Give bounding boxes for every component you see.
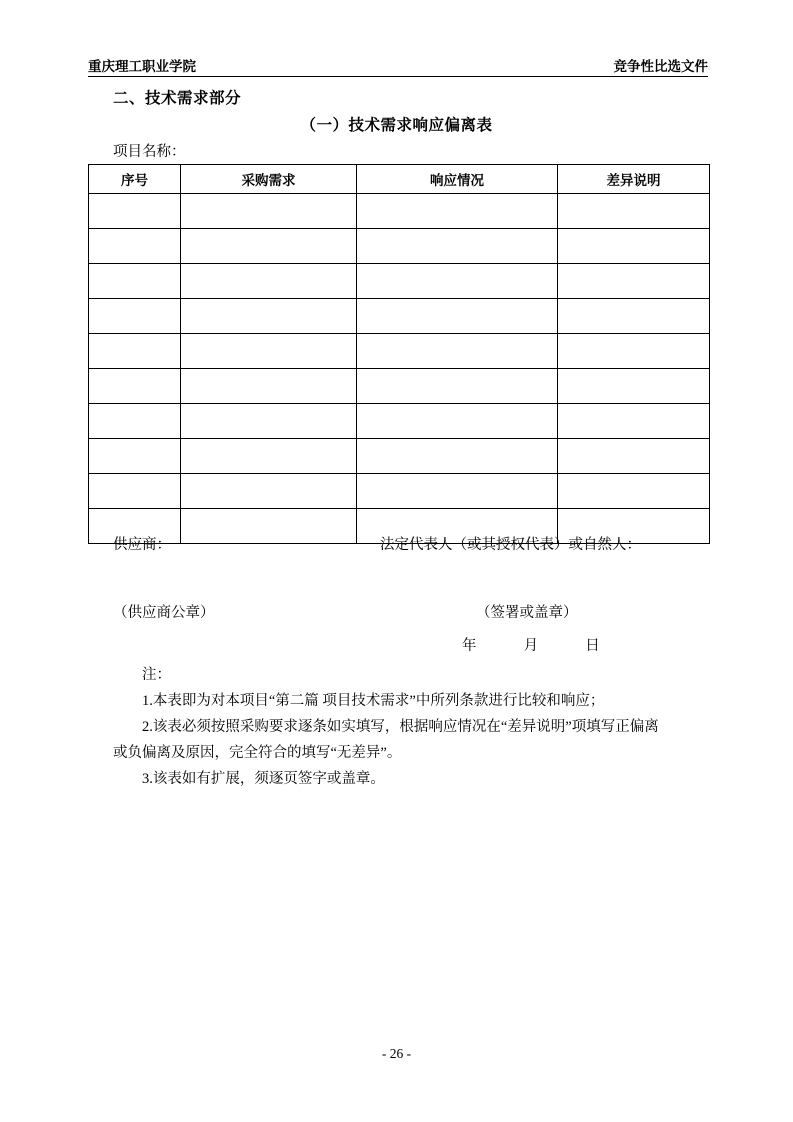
cell-response[interactable] <box>357 474 558 509</box>
cell-requirement[interactable] <box>181 229 357 264</box>
cell-requirement[interactable] <box>181 264 357 299</box>
cell-difference[interactable] <box>558 404 710 439</box>
cell-difference[interactable] <box>558 264 710 299</box>
cell-difference[interactable] <box>558 229 710 264</box>
cell-difference[interactable] <box>558 299 710 334</box>
table-header-row <box>89 165 710 194</box>
note-item-3: 3.该表如有扩展，须逐页签字或盖章。 <box>142 771 385 787</box>
column-header-difference: 差异说明 <box>558 165 710 194</box>
cell-index[interactable] <box>89 404 181 439</box>
project-name-label: 项目名称： <box>113 144 186 160</box>
table-row <box>89 439 710 474</box>
note-item-2: 2.该表必须按照采购要求逐条如实填写，根据响应情况在“差异说明”项填写正偏离 <box>142 719 659 735</box>
date-year-label: 年 <box>462 638 477 654</box>
cell-difference[interactable] <box>558 369 710 404</box>
cell-requirement[interactable] <box>181 299 357 334</box>
cell-response[interactable] <box>357 264 558 299</box>
cell-index[interactable] <box>89 369 181 404</box>
cell-response[interactable] <box>357 229 558 264</box>
cell-difference[interactable] <box>558 474 710 509</box>
cell-response[interactable] <box>357 369 558 404</box>
date-day-label: 日 <box>585 638 600 654</box>
cell-index[interactable] <box>89 194 181 229</box>
section-title: 二、技术需求部分 <box>113 90 242 107</box>
cell-index[interactable] <box>89 474 181 509</box>
cell-requirement[interactable] <box>181 194 357 229</box>
cell-index[interactable] <box>89 229 181 264</box>
page-number: - 26 - <box>381 1046 412 1061</box>
notes-heading: 注： <box>142 667 171 683</box>
cell-response[interactable] <box>357 299 558 334</box>
cell-response[interactable] <box>357 334 558 369</box>
cell-response[interactable] <box>357 194 558 229</box>
cell-difference[interactable] <box>558 194 710 229</box>
signature-label: （签署或盖章） <box>476 605 578 621</box>
table-row <box>89 299 710 334</box>
cell-response[interactable] <box>357 404 558 439</box>
cell-difference[interactable] <box>558 334 710 369</box>
cell-index[interactable] <box>89 299 181 334</box>
table-row <box>89 194 710 229</box>
deviation-table <box>88 164 710 544</box>
notes-block <box>113 662 713 792</box>
cell-response[interactable] <box>357 439 558 474</box>
header-left-text: 重庆理工职业学院 <box>88 59 196 74</box>
header-right-text: 竞争性比选文件 <box>613 59 708 74</box>
cell-requirement[interactable] <box>181 404 357 439</box>
table-row <box>89 264 710 299</box>
supplier-seal-label: （供应商公章） <box>113 605 215 621</box>
table-row <box>89 229 710 264</box>
sub-title: （一）技术需求响应偏离表 <box>300 117 493 134</box>
date-line <box>462 634 600 655</box>
cell-difference[interactable] <box>558 439 710 474</box>
table-row <box>89 334 710 369</box>
table-row <box>89 369 710 404</box>
cell-requirement[interactable] <box>181 509 357 544</box>
cell-index[interactable] <box>89 264 181 299</box>
deviation-table-wrapper <box>88 164 705 544</box>
cell-requirement[interactable] <box>181 474 357 509</box>
column-header-index: 序号 <box>89 165 181 194</box>
column-header-response: 响应情况 <box>357 165 558 194</box>
supplier-label: 供应商： <box>113 537 171 553</box>
cell-index[interactable] <box>89 334 181 369</box>
note-item-2-cont: 或负偏离及原因，完全符合的填写“无差异”。 <box>113 745 402 761</box>
table-row <box>89 474 710 509</box>
page-header <box>88 55 708 75</box>
note-item-1: 1.本表即为对本项目“第二篇 项目技术需求”中所列条款进行比较和响应； <box>142 693 605 709</box>
table-row <box>89 404 710 439</box>
cell-index[interactable] <box>89 439 181 474</box>
date-month-label: 月 <box>523 638 539 654</box>
cell-requirement[interactable] <box>181 334 357 369</box>
cell-requirement[interactable] <box>181 439 357 474</box>
legal-representative-label: 法定代表人（或其授权代表）或自然人： <box>380 537 641 553</box>
column-header-requirement: 采购需求 <box>181 165 357 194</box>
header-divider <box>88 76 708 77</box>
cell-requirement[interactable] <box>181 369 357 404</box>
